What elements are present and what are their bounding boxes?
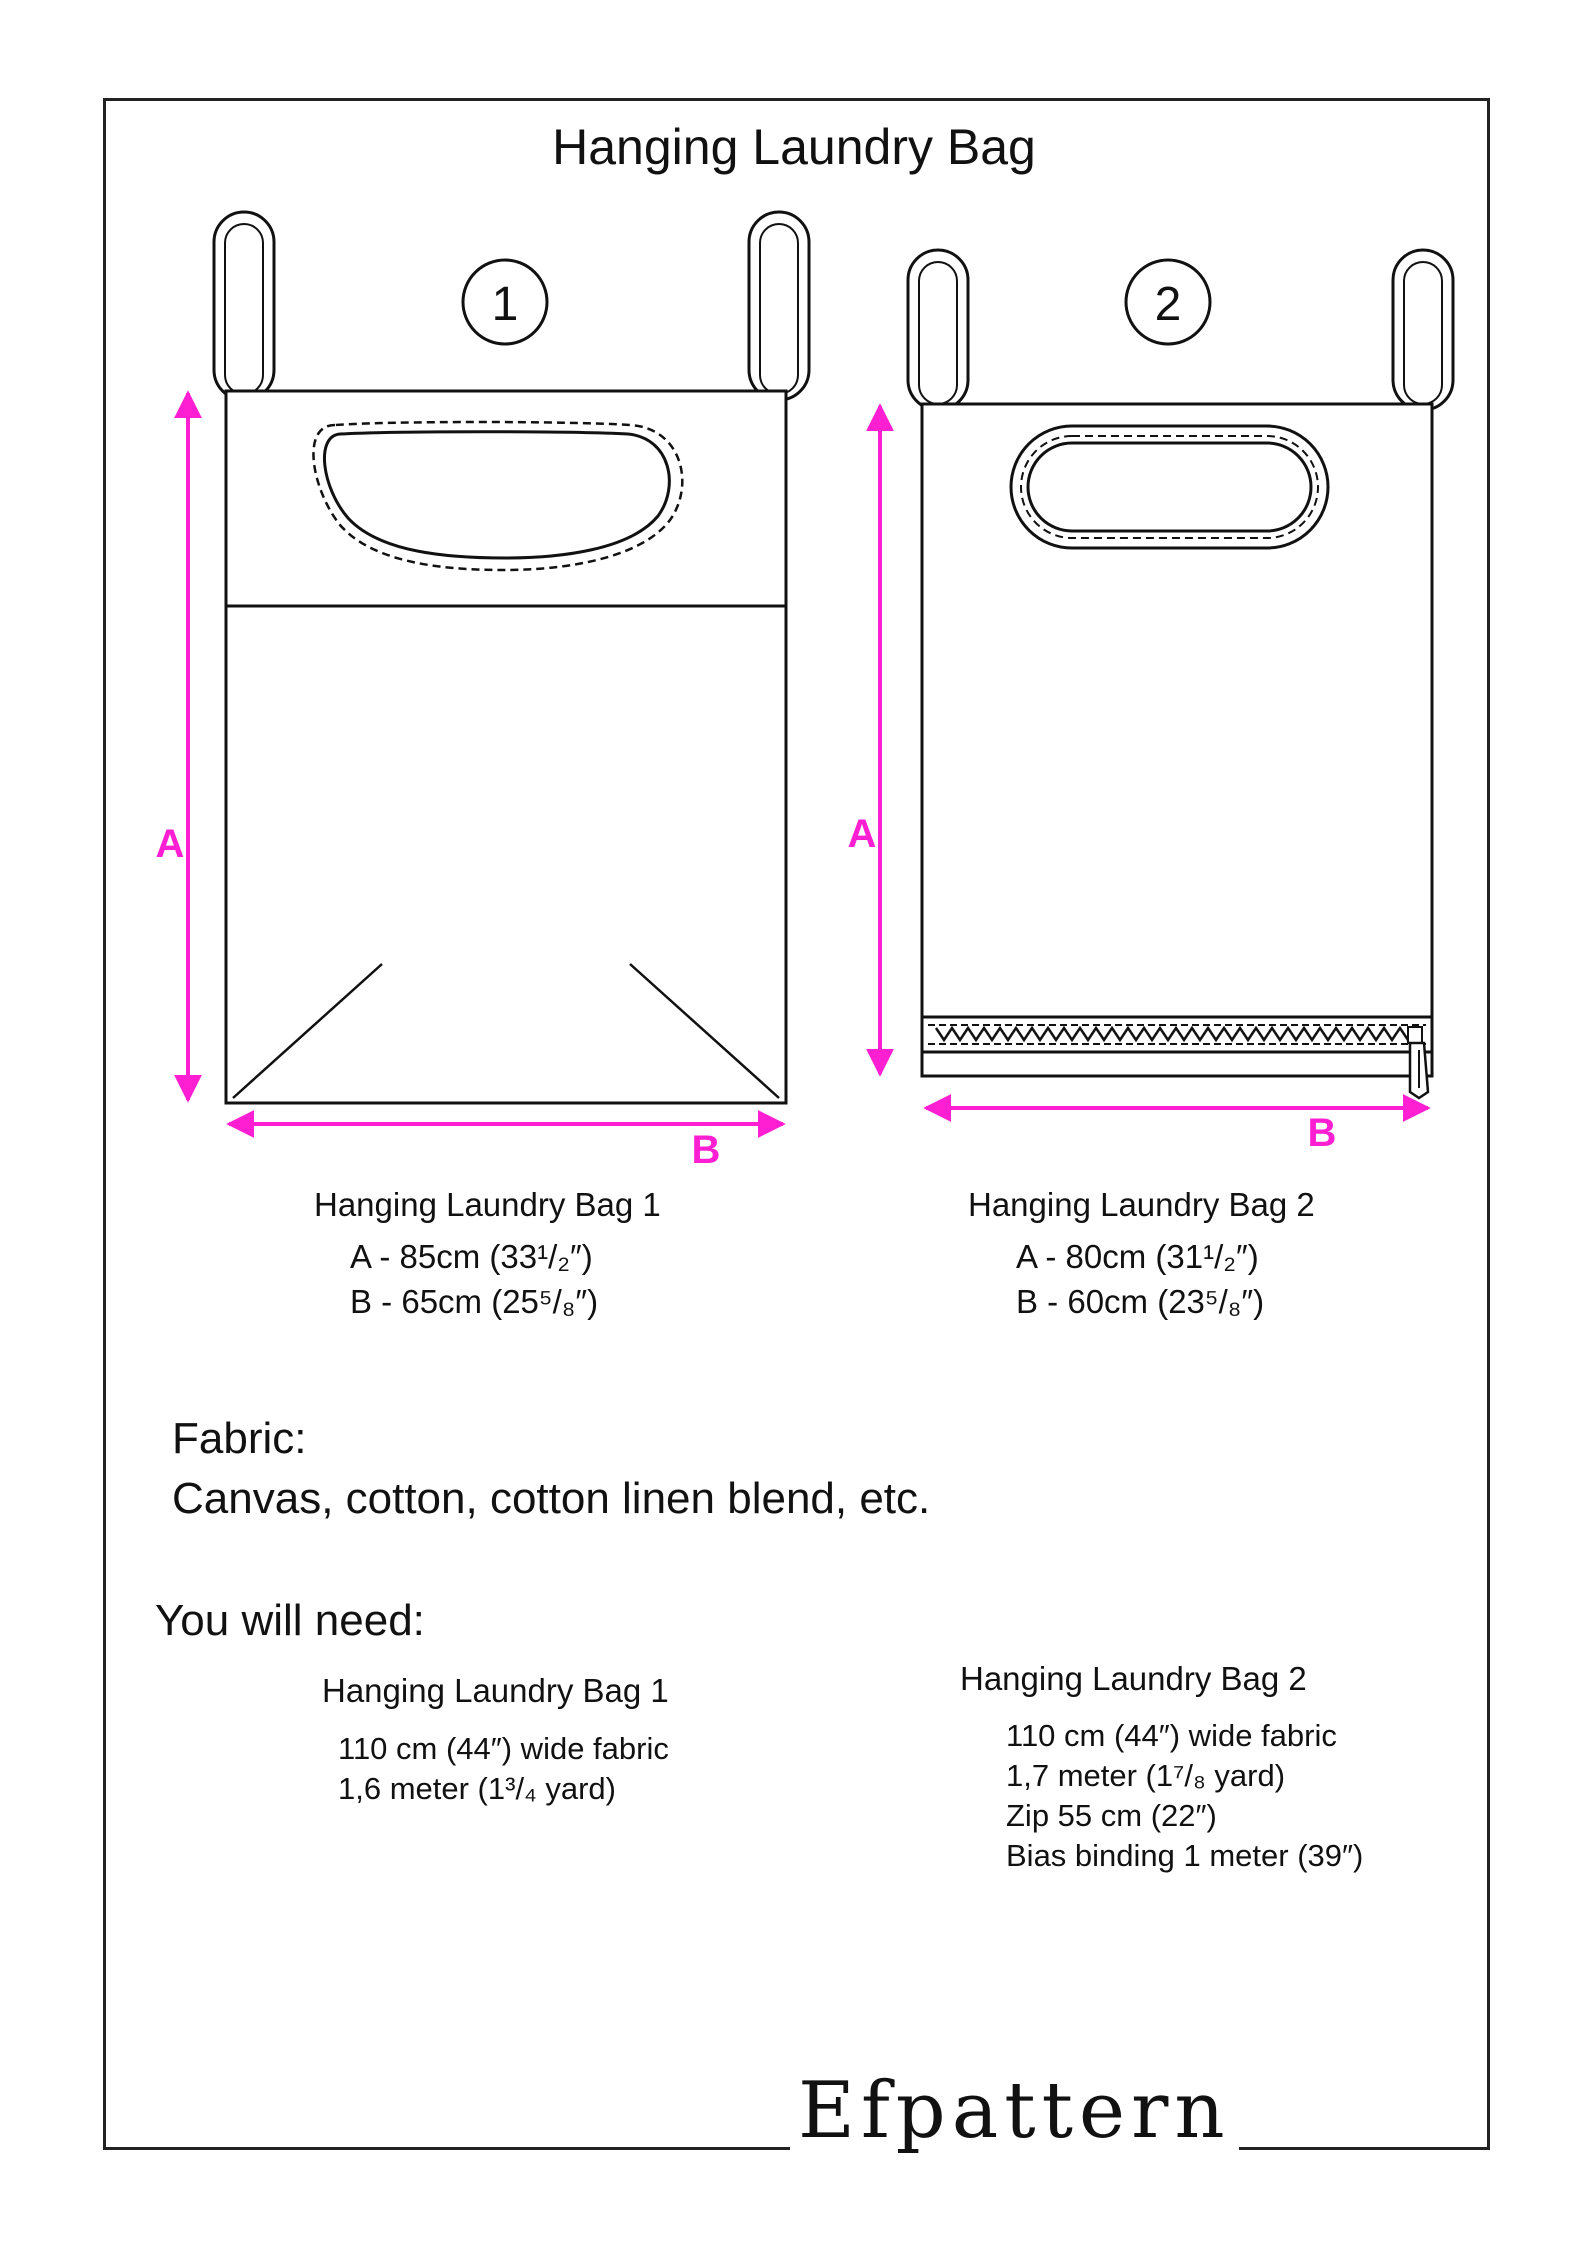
fabric-heading: Fabric:	[172, 1414, 307, 1463]
bag-2-loop-right	[1393, 250, 1453, 410]
bag-1-caption-a: A - 85cm (33¹/₂″)	[350, 1238, 593, 1275]
bag-1-handle-opening	[324, 432, 669, 558]
bag-1-caption-b: B - 65cm (25⁵/₈″)	[350, 1283, 599, 1320]
need-bag-1-list	[338, 1729, 669, 1809]
list-item: 1,6 meter (1³/₄ yard)	[338, 1771, 616, 1806]
bag-1-loop-right	[749, 212, 809, 400]
need-bag-2-list	[1006, 1716, 1363, 1876]
list-item: 1,7 meter (1⁷/₈ yard)	[1006, 1758, 1286, 1793]
bag-2-caption-a: A - 80cm (31¹/₂″)	[1016, 1238, 1259, 1275]
need-bag-1-title: Hanging Laundry Bag 1	[322, 1672, 669, 1709]
bag-2-handle-opening	[1028, 443, 1311, 531]
bag-1-number: 1	[491, 278, 519, 331]
fabric-text: Canvas, cotton, cotton linen blend, etc.	[172, 1474, 931, 1523]
bag-2-label-b: B	[1307, 1111, 1337, 1155]
bag-1-loop-left	[214, 212, 274, 400]
list-item: 110 cm (44″) wide fabric	[338, 1731, 669, 1766]
you-will-need-heading: You will need:	[155, 1596, 425, 1645]
bag-1-caption-name: Hanging Laundry Bag 1	[314, 1186, 661, 1223]
brand-logo: Efpattern	[790, 2066, 1239, 2156]
bag-2-caption-name: Hanging Laundry Bag 2	[968, 1186, 1315, 1223]
list-item: 110 cm (44″) wide fabric	[1006, 1718, 1337, 1753]
bag-1-label-b: B	[691, 1128, 721, 1172]
bag-2-loop-left	[908, 250, 968, 410]
bag-2-diagram	[848, 250, 1453, 1155]
bag-1-diagram	[156, 212, 809, 1172]
page-title: Hanging Laundry Bag	[552, 119, 1036, 175]
bag-2-number: 2	[1154, 278, 1182, 331]
bag-2-label-a: A	[847, 812, 877, 856]
list-item: Zip 55 cm (22″)	[1006, 1798, 1217, 1833]
bag-1-label-a: A	[155, 822, 185, 866]
list-item: Bias binding 1 meter (39″)	[1006, 1838, 1364, 1873]
need-bag-2-title: Hanging Laundry Bag 2	[960, 1660, 1307, 1697]
bag-2-caption-b: B - 60cm (23⁵/₈″)	[1016, 1283, 1265, 1320]
